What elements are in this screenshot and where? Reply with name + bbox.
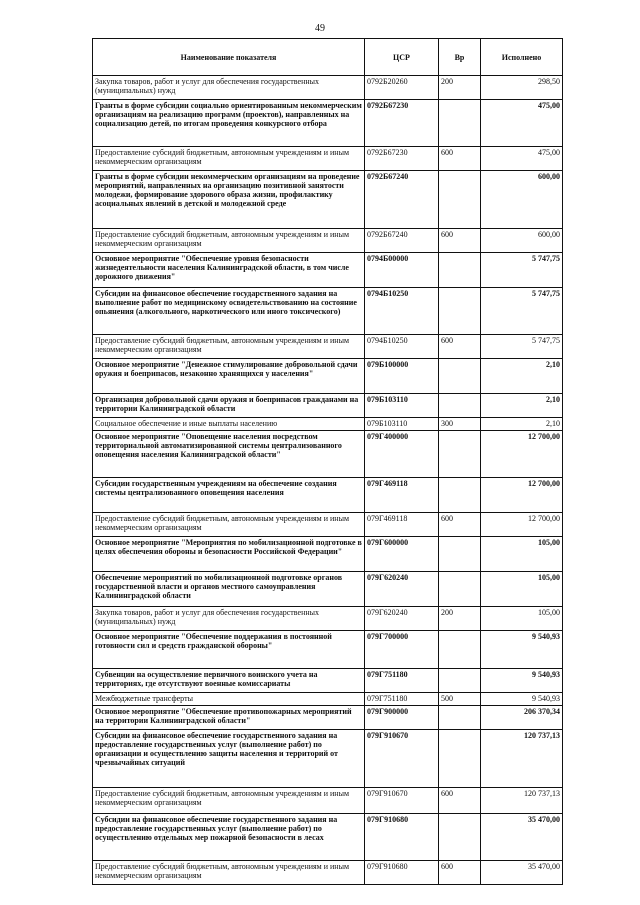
row-name-cell: Субсидии на финансовое обеспечение государственного задания на предоставление государственных услуг (выполнение работ) по организации и осуществлению защиты населения и территорий от чрезвычайных ситуаций (93, 730, 365, 788)
row-csr-cell: 079Г900000 (365, 706, 439, 730)
row-csr-cell: 0792Б20260 (365, 76, 439, 100)
row-value-cell: 105,00 (481, 607, 563, 631)
row-value-cell: 5 747,75 (481, 253, 563, 288)
row-vr-cell: 600 (439, 335, 481, 359)
row-vr-cell (439, 814, 481, 861)
row-csr-cell: 0794Б10250 (365, 288, 439, 335)
table-row (93, 335, 563, 359)
table-body (93, 76, 563, 885)
row-vr-cell: 200 (439, 607, 481, 631)
row-csr-cell: 079Г400000 (365, 431, 439, 478)
table-row (93, 288, 563, 335)
row-vr-cell: 200 (439, 76, 481, 100)
budget-table (92, 38, 563, 885)
row-csr-cell: 079Г751180 (365, 693, 439, 706)
row-vr-cell (439, 631, 481, 669)
row-vr-cell (439, 572, 481, 607)
row-name-cell: Основное мероприятие "Обеспечение поддержания в постоянной готовности сил и средств гражданской обороны" (93, 631, 365, 669)
row-value-cell: 600,00 (481, 229, 563, 253)
row-value-cell: 35 470,00 (481, 814, 563, 861)
table-row (93, 669, 563, 693)
row-vr-cell (439, 394, 481, 418)
row-vr-cell (439, 706, 481, 730)
row-name-cell: Закупка товаров, работ и услуг для обеспечения государственных (муниципальных) нужд (93, 76, 365, 100)
row-value-cell: 9 540,93 (481, 669, 563, 693)
table-row (93, 706, 563, 730)
row-csr-cell: 079Г620240 (365, 572, 439, 607)
row-value-cell: 9 540,93 (481, 693, 563, 706)
table-row (93, 478, 563, 513)
row-value-cell: 12 700,00 (481, 513, 563, 537)
row-value-cell: 5 747,75 (481, 288, 563, 335)
table-row (93, 394, 563, 418)
row-csr-cell: 079Г600000 (365, 537, 439, 572)
row-vr-cell (439, 288, 481, 335)
row-vr-cell (439, 171, 481, 229)
row-vr-cell: 300 (439, 418, 481, 431)
table-row (93, 788, 563, 814)
row-name-cell: Основное мероприятие "Оповещение населения посредством территориальной автоматизированной системы централизованного оповещения населения Калининградской области" (93, 431, 365, 478)
row-name-cell: Субсидии на финансовое обеспечение государственного задания на предоставление государственных услуг (выполнение работ) по осуществлению отдельных мер пожарной безопасности в лесах (93, 814, 365, 861)
row-csr-cell: 079Г910680 (365, 861, 439, 885)
table-row (93, 693, 563, 706)
table-header-row (93, 39, 563, 76)
table-row (93, 147, 563, 171)
row-value-cell: 2,10 (481, 394, 563, 418)
row-value-cell: 5 747,75 (481, 335, 563, 359)
row-name-cell: Обеспечение мероприятий по мобилизационной подготовке органов государственной власти и органов местного самоуправления Калининградской области (93, 572, 365, 607)
column-header-csr: ЦСР (365, 39, 439, 76)
table-row (93, 572, 563, 607)
table-row (93, 631, 563, 669)
row-csr-cell: 079Г910670 (365, 730, 439, 788)
row-value-cell: 475,00 (481, 147, 563, 171)
row-vr-cell: 600 (439, 513, 481, 537)
column-header-value: Исполнено (481, 39, 563, 76)
row-name-cell: Предоставление субсидий бюджетным, автономным учреждениям и иным некоммерческим организациям (93, 513, 365, 537)
row-csr-cell: 0794Б10250 (365, 335, 439, 359)
column-header-vr: Вр (439, 39, 481, 76)
row-value-cell: 120 737,13 (481, 730, 563, 788)
row-name-cell: Организация добровольной сдачи оружия и боеприпасов гражданами на территории Калининградской области (93, 394, 365, 418)
row-name-cell: Предоставление субсидий бюджетным, автономным учреждениям и иным некоммерческим организациям (93, 861, 365, 885)
table-row (93, 418, 563, 431)
table-row (93, 229, 563, 253)
row-value-cell: 12 700,00 (481, 478, 563, 513)
row-name-cell: Предоставление субсидий бюджетным, автономным учреждениям и иным некоммерческим организациям (93, 788, 365, 814)
row-csr-cell: 079Б103110 (365, 418, 439, 431)
row-name-cell: Основное мероприятие "Денежное стимулирование добровольной сдачи оружия и боеприпасов, незаконно хранящихся у населения" (93, 359, 365, 394)
table-row (93, 431, 563, 478)
row-vr-cell: 500 (439, 693, 481, 706)
column-header-name: Наименование показателя (93, 39, 365, 76)
row-vr-cell (439, 669, 481, 693)
row-value-cell: 120 737,13 (481, 788, 563, 814)
row-name-cell: Предоставление субсидий бюджетным, автономным учреждениям и иным некоммерческим организациям (93, 335, 365, 359)
row-name-cell: Социальное обеспечение и иные выплаты населению (93, 418, 365, 431)
row-csr-cell: 0792Б67230 (365, 147, 439, 171)
row-value-cell: 298,50 (481, 76, 563, 100)
row-vr-cell (439, 730, 481, 788)
row-name-cell: Гранты в форме субсидии социально ориентированным некоммерческим организациям на реализацию программ (проектов), направленных на социализацию детей, по итогам проведения конкурсного отбора (93, 100, 365, 147)
row-vr-cell (439, 100, 481, 147)
table-row (93, 100, 563, 147)
row-csr-cell: 079Г751180 (365, 669, 439, 693)
row-value-cell: 35 470,00 (481, 861, 563, 885)
row-name-cell: Субсидии на финансовое обеспечение государственного задания на выполнение работ по медицинскому освидетельствованию на состояние опьянения (алкогольного, наркотического или иного токсического) (93, 288, 365, 335)
row-vr-cell: 600 (439, 147, 481, 171)
row-csr-cell: 079Г469118 (365, 513, 439, 537)
row-csr-cell: 079Г469118 (365, 478, 439, 513)
table-row (93, 814, 563, 861)
table-row (93, 76, 563, 100)
table-row (93, 359, 563, 394)
row-csr-cell: 079Г910680 (365, 814, 439, 861)
row-name-cell: Субсидии государственным учреждениям на обеспечение создания системы централизованного оповещения населения (93, 478, 365, 513)
page-number: 49 (315, 23, 325, 34)
row-csr-cell: 0792Б67230 (365, 100, 439, 147)
table-row (93, 513, 563, 537)
row-value-cell: 12 700,00 (481, 431, 563, 478)
row-vr-cell (439, 431, 481, 478)
row-name-cell: Основное мероприятие "Обеспечение уровня безопасности жизнедеятельности населения Калининградской области, в том числе дорожного движения" (93, 253, 365, 288)
row-name-cell: Предоставление субсидий бюджетным, автономным учреждениям и иным некоммерческим организациям (93, 229, 365, 253)
row-vr-cell (439, 478, 481, 513)
table-row (93, 537, 563, 572)
row-csr-cell: 079Г910670 (365, 788, 439, 814)
table-row (93, 171, 563, 229)
row-value-cell: 2,10 (481, 418, 563, 431)
row-value-cell: 105,00 (481, 537, 563, 572)
row-vr-cell (439, 253, 481, 288)
row-name-cell: Гранты в форме субсидии некоммерческим организациям на проведение мероприятий, направленных на организацию позитивной занятости молодежи, формирование здорового образа жизни, профилактику асоциальных явлений в детской и молодежной среде (93, 171, 365, 229)
row-csr-cell: 079Б103110 (365, 394, 439, 418)
table-row (93, 861, 563, 885)
row-name-cell: Основное мероприятие "Обеспечение противопожарных мероприятий на территории Калининградской области" (93, 706, 365, 730)
row-vr-cell: 600 (439, 861, 481, 885)
row-vr-cell (439, 537, 481, 572)
row-vr-cell (439, 359, 481, 394)
row-csr-cell: 0794Б00000 (365, 253, 439, 288)
row-vr-cell: 600 (439, 229, 481, 253)
row-vr-cell: 600 (439, 788, 481, 814)
row-csr-cell: 0792Б67240 (365, 171, 439, 229)
row-value-cell: 2,10 (481, 359, 563, 394)
row-value-cell: 9 540,93 (481, 631, 563, 669)
row-csr-cell: 079Г700000 (365, 631, 439, 669)
row-value-cell: 475,00 (481, 100, 563, 147)
row-name-cell: Закупка товаров, работ и услуг для обеспечения государственных (муниципальных) нужд (93, 607, 365, 631)
row-value-cell: 600,00 (481, 171, 563, 229)
row-value-cell: 105,00 (481, 572, 563, 607)
table-row (93, 607, 563, 631)
row-csr-cell: 0792Б67240 (365, 229, 439, 253)
table-row (93, 730, 563, 788)
row-name-cell: Межбюджетные трансферты (93, 693, 365, 706)
table-row (93, 253, 563, 288)
row-value-cell: 206 370,34 (481, 706, 563, 730)
row-name-cell: Субвенции на осуществление первичного воинского учета на территориях, где отсутствуют военные комиссариаты (93, 669, 365, 693)
row-csr-cell: 079Б100000 (365, 359, 439, 394)
row-name-cell: Основное мероприятие "Мероприятия по мобилизационной подготовке в целях обеспечения обороны и безопасности Российской Федерации" (93, 537, 365, 572)
row-csr-cell: 079Г620240 (365, 607, 439, 631)
row-name-cell: Предоставление субсидий бюджетным, автономным учреждениям и иным некоммерческим организациям (93, 147, 365, 171)
